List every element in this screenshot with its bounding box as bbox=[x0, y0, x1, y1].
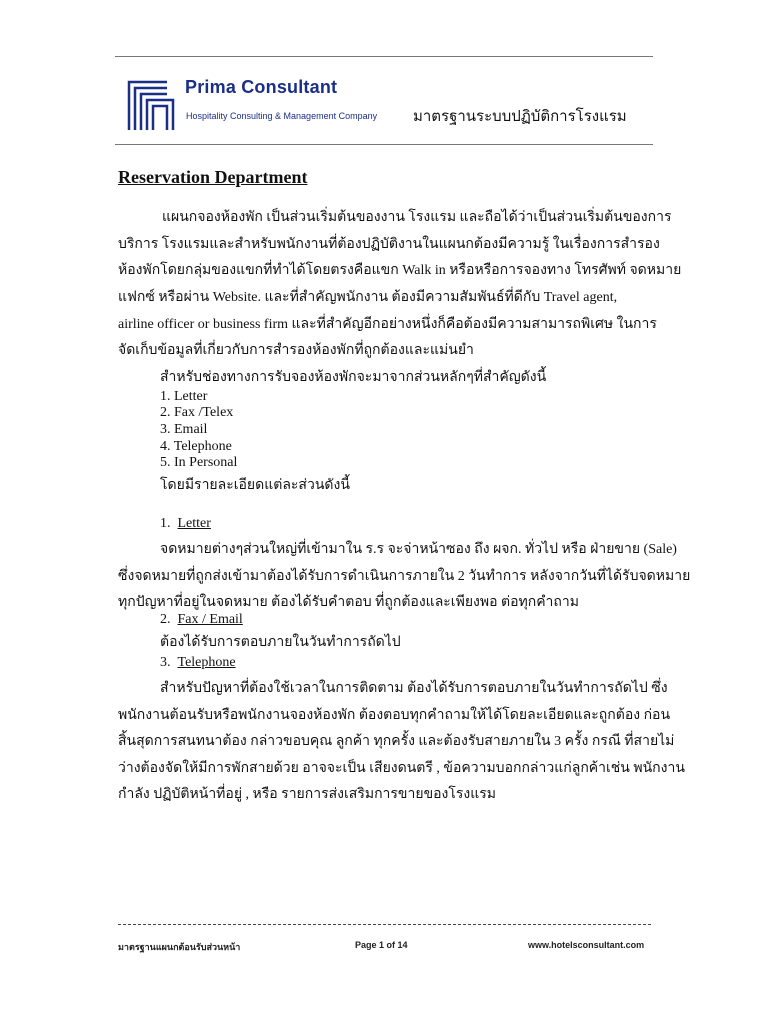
header-top-rule bbox=[115, 56, 653, 57]
fax-line: ต้องได้รับการตอบภายในวันทำการถัดไป bbox=[160, 635, 401, 650]
telephone-line: ว่างต้องจัดให้มีการพักสายด้วย อาจจะเป็น เสียงดนตรี , ข้อความบอกกล่าวแก่ลูกค้าเช่น พนักงาน bbox=[118, 761, 685, 776]
channel-item: 4. Telephone bbox=[160, 439, 232, 454]
brand-name: Prima Consultant bbox=[185, 77, 338, 97]
telephone-line: กำลัง ปฏิบัติหน้าที่อยู่ , หรือ รายการส่งเสริมการขายของโรงแรม bbox=[118, 787, 497, 802]
intro-line: บริการ โรงแรมและสำหรับพนักงานที่ต้องปฏิบัติงานในแผนกต้องมีความรู้ ในเรื่องการสำรอง bbox=[118, 237, 660, 252]
subsection-number: 2. bbox=[160, 612, 171, 627]
footer-website: www.hotelsconsultant.com bbox=[528, 940, 645, 950]
subsection-number: 3. bbox=[160, 655, 171, 670]
intro-line: ห้องพักโดยกลุ่มของแขกที่ทำได้โดยตรงคือแขก Walk in หรือหรือการจองทาง โทรศัพท์ จดหมาย bbox=[118, 263, 682, 278]
subsection-telephone-heading bbox=[160, 655, 236, 671]
page-number: Page 1 of 14 bbox=[355, 940, 408, 950]
channel-item: 3. Email bbox=[160, 422, 208, 437]
brand-tagline: Hospitality Consulting & Management Company bbox=[186, 111, 378, 121]
footer-rule bbox=[118, 924, 651, 925]
letter-line: ทุกปัญหาที่อยู่ในจดหมาย ต้องได้รับคำตอบ ที่ถูกต้องและเพียงพอ ต่อทุกคำถาม bbox=[118, 595, 579, 610]
header-bottom-rule bbox=[115, 144, 653, 145]
telephone-line: สำหรับปัญหาที่ต้องใช้เวลาในการติดตาม ต้องได้รับการตอบภายในวันทำการถัดไป ซึ่ง bbox=[160, 681, 668, 696]
channel-item: 2. Fax /Telex bbox=[160, 405, 234, 420]
intro-line: จัดเก็บข้อมูลที่เกี่ยวกับการสำรองห้องพักที่ถูกต้องและแม่นยำ bbox=[118, 343, 474, 358]
subsection-fax-heading bbox=[160, 612, 243, 628]
subsection-letter-heading bbox=[160, 516, 211, 532]
company-logo bbox=[127, 76, 175, 132]
intro-line: แผนกจองห้องพัก เป็นส่วนเริ่มต้นของงาน โรงแรม และถือได้ว่าเป็นส่วนเริ่มต้นของการ bbox=[162, 210, 672, 225]
details-intro: โดยมีรายละเอียดแต่ละส่วนดังนี้ bbox=[160, 478, 350, 493]
subsection-number: 1. bbox=[160, 516, 171, 531]
document-title: มาตรฐานระบบปฏิบัติการโรงแรม bbox=[413, 107, 627, 125]
subsection-title: Letter bbox=[177, 516, 211, 531]
subsection-title: Telephone bbox=[177, 655, 236, 670]
channels-intro: สำหรับช่องทางการรับจองห้องพักจะมาจากส่วนหลักๆที่สำคัญดังนี้ bbox=[160, 370, 547, 385]
channel-item: 1. Letter bbox=[160, 389, 208, 404]
telephone-line: พนักงานต้อนรับหรือพนักงานจองห้องพัก ต้องตอบทุกคำถามให้ได้โดยละเอียดและถูกต้อง ก่อน bbox=[118, 708, 671, 723]
channel-item: 5. In Personal bbox=[160, 455, 238, 470]
telephone-line: สิ้นสุดการสนทนาต้อง กล่าวขอบคุณ ลูกค้า ทุกครั้ง และต้องรับสายภายใน 3 ครั้ง กรณี ที่สายไม่ bbox=[118, 734, 675, 749]
section-heading: Reservation Department bbox=[118, 167, 308, 187]
footer-left-text: มาตรฐานแผนกต้อนรับส่วนหน้า bbox=[118, 942, 241, 952]
letter-line: ซึ่งจดหมายที่ถูกส่งเข้ามาต้องได้รับการดำเนินการภายใน 2 วันทำการ หลังจากวันที่ได้รับจดหมาย bbox=[118, 569, 691, 584]
subsection-title: Fax / Email bbox=[177, 612, 243, 627]
letter-line: จดหมายต่างๆส่วนใหญ่ที่เข้ามาใน ร.ร จะจ่าหน้าซอง ถึง ผจก. ทั่วไป หรือ ฝ่ายขาย (Sale) bbox=[160, 542, 677, 557]
intro-line: airline officer or business firm และที่สำคัญอีกอย่างหนึ่งก็คือต้องมีความสามารถพิเศษ ในการ bbox=[118, 317, 657, 332]
intro-line: แฟกซ์ หรือผ่าน Website. และที่สำคัญพนักงาน ต้องมีความสัมพันธ์ที่ดีกับ Travel agent, bbox=[118, 290, 618, 305]
